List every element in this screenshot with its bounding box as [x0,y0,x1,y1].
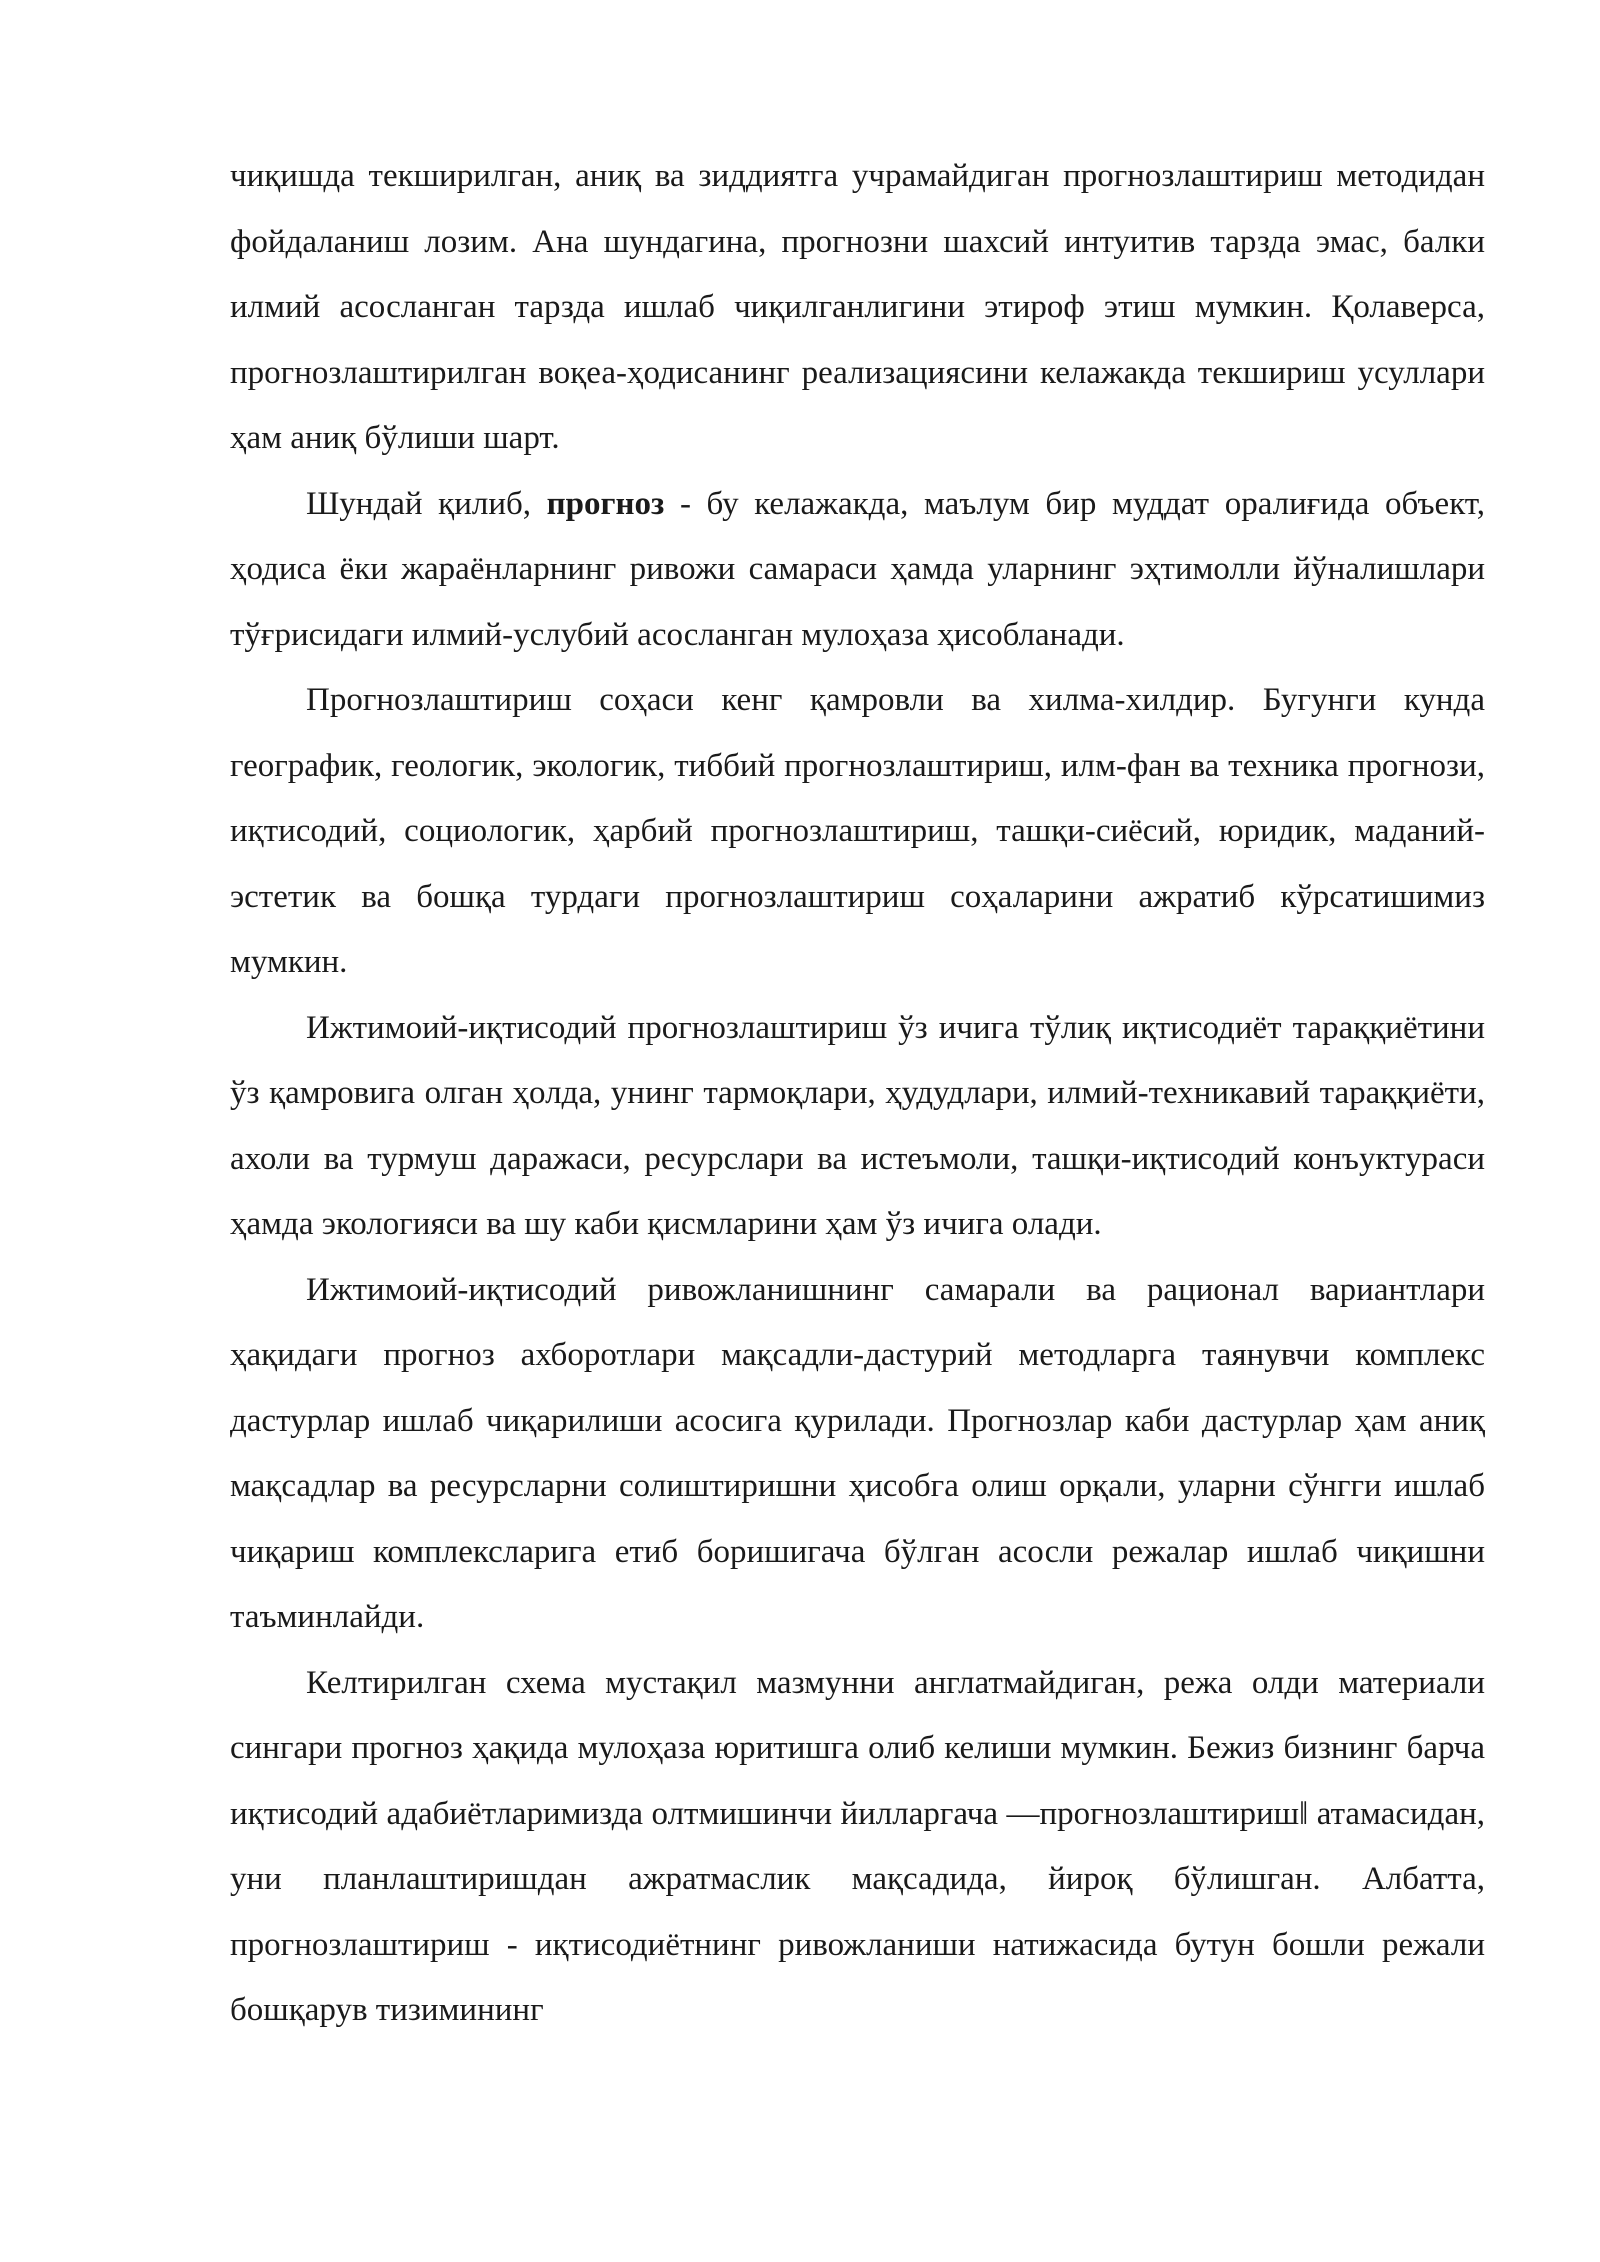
paragraph-2-intro: Шундай қилиб, [306,485,547,522]
paragraph-1: чиқишда текширилган, аниқ ва зиддиятга учрамайдиган прогнозлаштириш методидан фойдаланиш лозим. Ана шундагина, прогнозни шахсий интуитив тарзда эмас, балки илмий асосланган тарзда ишлаб чиқилганлигини этироф этиш мумкин. Қолаверса, прогнозлаштирилган воқеа-ҳодисанинг реализациясини келажакда текшириш усуллари ҳам аниқ бўлиши шарт. [230,158,1485,456]
paragraph-2-definition-text: - бу келажакда, маълум бир муддат оралиғида объект, ҳодиса ёки жараёнларнинг ривожи самараси ҳамда уларнинг эҳтимолли йўналишлари тўғрисидаги илмий-услубий асосланган мулоҳаза ҳисобланади. [230,485,1485,653]
body-text [230,144,1485,2044]
paragraph-5: Ижтимоий-иқтисодий ривожланишнинг самарали ва рационал вариантлари ҳақидаги прогноз ахборотлари мақсадли-дастурий методларга таянувчи комплекс дастурлар ишлаб чиқарилиши асосига қурилади. Прогнозлар каби дастурлар ҳам аниқ мақсадлар ва ресурсларни солиштиришни ҳисобга олиш орқали, уларни сўнгги ишлаб чиқариш комплексларига етиб боришигача бўлган асосли режалар ишлаб чиқишни таъминлайди. [230,1271,1485,1635]
paragraph-3: Прогнозлаштириш соҳаси кенг қамровли ва хилма-хилдир. Бугунги кунда географик, геологик, экологик, тиббий прогнозлаштириш, илм-фан ва техника прогнози, иқтисодий, социологик, ҳарбий прогнозлаштириш, ташқи-сиёсий, юридик, маданий-эстетик ва бошқа турдаги прогнозлаштириш соҳаларини ажратиб кўрсатишимиз мумкин. [230,682,1485,980]
paragraph-4: Ижтимоий-иқтисодий прогнозлаштириш ўз ичига тўлиқ иқтисодиёт тараққиётини ўз қамровига олган ҳолда, унинг тармоқлари, ҳудудлари, илмий-техникавий тараққиёти, ахоли ва турмуш даражаси, ресурслари ва истеъмоли, ташқи-иқтисодий конъуктураси ҳамда экологияси ва шу каби қисмларини ҳам ўз ичига олади. [230,1009,1485,1242]
defined-term: прогноз [546,485,665,522]
paragraph-6: Келтирилган схема мустақил мазмунни англатмайдиган, режа олди материали сингари прогноз ҳақида мулоҳаза юритишга олиб келиши мумкин. Бежиз бизнинг барча иқтисодий адабиётларимизда олтмишинчи йилларгача ―прогнозлаштириш‖ атамасидан, уни планлаштиришдан ажратмаслик мақсадида, йироқ бўлишган. Албатта, прогнозлаштириш - иқтисодиётнинг ривожланиши натижасида бутун бошли режали бошқарув тизимининг [230,1664,1485,2028]
paragraph-2-definition [230,472,1485,669]
